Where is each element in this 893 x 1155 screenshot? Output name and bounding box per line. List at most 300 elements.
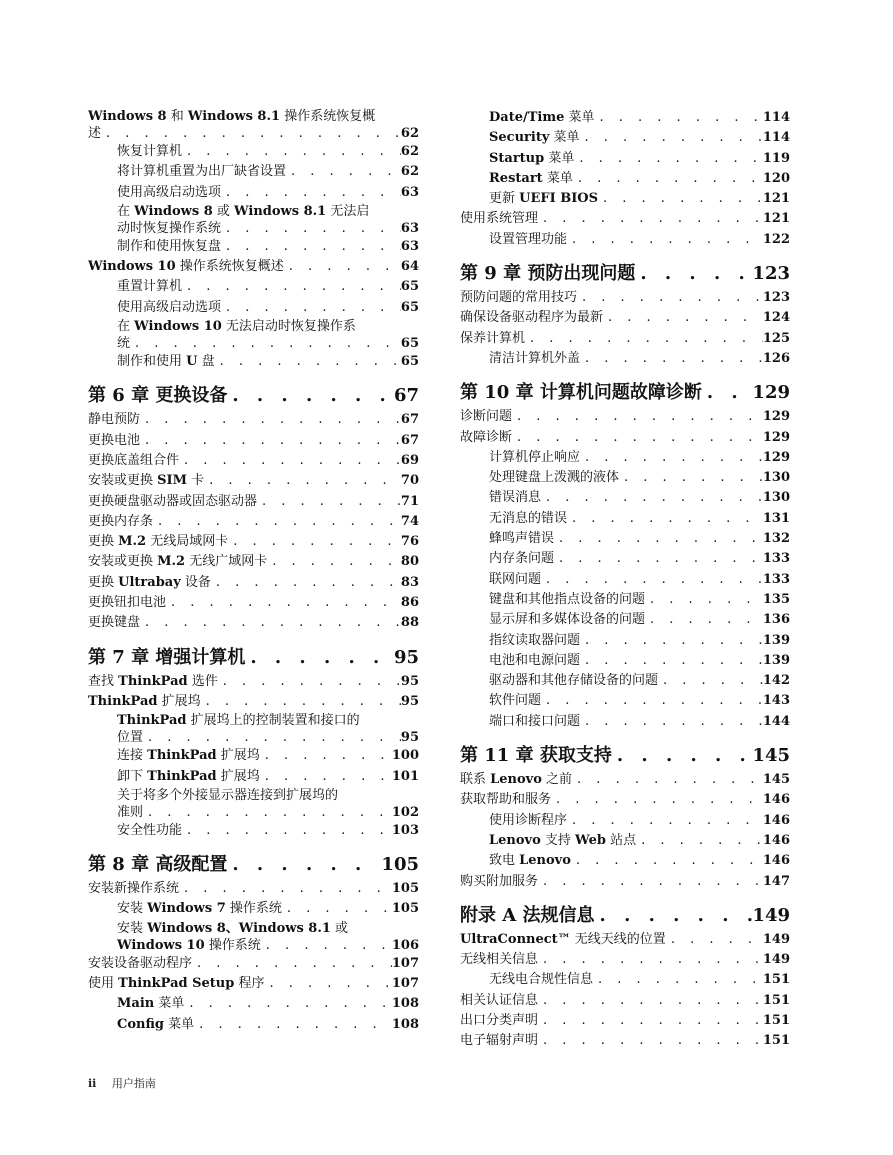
entry-page-number: 129 — [762, 409, 790, 425]
entry-last-line — [117, 804, 419, 821]
entry-title: 预防问题的常用技巧 — [460, 290, 578, 306]
toc-entry[interactable] — [88, 162, 419, 182]
entry-title: 恢复计算机 — [117, 144, 183, 159]
leader-dots — [260, 746, 392, 766]
toc-entry[interactable] — [460, 831, 790, 851]
entry-page-number: 122 — [762, 231, 790, 247]
entry-title: 制作和使用 U 盘 — [117, 354, 215, 370]
entry-page-number: 145 — [762, 772, 790, 788]
leader-dots — [538, 872, 763, 892]
entry-page-number: 67 — [400, 412, 419, 428]
footer-page-number: ii — [88, 1077, 97, 1090]
entry-page-number: 149 — [762, 931, 790, 947]
entry-title-line1: 在 Windows 10 无法启动时恢复操作系 — [117, 319, 356, 335]
entry-title-line1: 在 Windows 8 或 Windows 8.1 无法启 — [117, 203, 370, 219]
toc-entry[interactable] — [460, 189, 790, 209]
entry-page-number: 95 — [400, 673, 419, 689]
toc-entry[interactable] — [460, 509, 790, 529]
entry-page-number: 105 — [391, 881, 419, 897]
toc-entry[interactable] — [88, 974, 419, 994]
toc-entry[interactable] — [88, 552, 419, 572]
entry-page-number: 151 — [762, 992, 790, 1008]
entry-page-number: 70 — [400, 473, 419, 489]
toc-entry[interactable] — [88, 277, 419, 297]
leader-dots — [538, 1031, 763, 1051]
toc-entry[interactable] — [88, 352, 419, 372]
leader-dots — [282, 899, 392, 919]
leader-dots — [201, 692, 401, 712]
leader-dots — [182, 277, 401, 297]
leader-dots — [101, 125, 401, 142]
leader-dots — [541, 691, 763, 711]
entry-title: 使用 ThinkPad Setup 程序 — [88, 976, 265, 992]
entry-page-number: 106 — [391, 937, 419, 953]
leader-dots — [221, 183, 401, 203]
entry-page-number: 121 — [762, 191, 790, 207]
toc-entry[interactable] — [460, 230, 790, 250]
footer-title: 用户指南 — [111, 1077, 156, 1090]
entry-title: 故障诊断 — [460, 429, 513, 445]
entry-last-line — [117, 220, 419, 237]
toc-entry[interactable] — [460, 991, 790, 1011]
toc-entry[interactable] — [88, 318, 419, 352]
toc-entry[interactable] — [460, 712, 790, 732]
entry-title: 清洁计算机外盖 — [489, 350, 581, 366]
leader-dots — [211, 573, 401, 593]
entry-title: 无线电合规性信息 — [489, 972, 594, 988]
entry-page-number: 62 — [400, 144, 419, 159]
leader-dots — [598, 189, 763, 209]
entry-page-number: 108 — [391, 1016, 419, 1032]
entry-page-number: 120 — [762, 170, 790, 186]
entry-title: 购买附加服务 — [460, 873, 539, 889]
entry-title: 静电预防 — [88, 412, 141, 428]
entry-title: Lenovo 支持 Web 站点 — [489, 832, 637, 848]
entry-title: Config 菜单 — [117, 1016, 195, 1032]
leader-dots — [702, 381, 753, 405]
entry-page-number: 151 — [762, 1012, 790, 1028]
entry-title: 更换内存条 — [88, 513, 154, 529]
toc-entry[interactable] — [88, 672, 419, 692]
toc-right-column — [460, 108, 790, 1052]
leader-dots — [645, 590, 763, 610]
entry-title-line1: 安装 Windows 8、Windows 8.1 或 — [117, 920, 349, 936]
toc-entry[interactable] — [460, 872, 790, 892]
toc-chapter-heading[interactable] — [460, 904, 790, 928]
entry-title: 安装新操作系统 — [88, 881, 180, 897]
entry-title: 更换底盖组合件 — [88, 452, 180, 468]
leader-dots — [572, 770, 763, 790]
toc-entry[interactable] — [88, 492, 419, 512]
leader-dots — [551, 790, 763, 810]
chapter-page-number: 67 — [393, 385, 419, 407]
entry-page-number: 130 — [762, 470, 790, 486]
toc-entry[interactable] — [460, 570, 790, 590]
entry-page-number: 80 — [400, 554, 419, 570]
entry-page-number: 62 — [400, 126, 419, 141]
entry-title: 制作和使用恢复盘 — [117, 238, 222, 254]
leader-dots — [182, 821, 392, 841]
entry-title: 端口和接口问题 — [489, 713, 581, 729]
toc-entry[interactable] — [88, 410, 419, 430]
entry-title: 电池和电源问题 — [489, 652, 581, 668]
toc-entry[interactable] — [460, 1011, 790, 1031]
chapter-title: 第 9 章 预防出现问题 — [460, 263, 636, 285]
entry-title: 蜂鸣声错误 — [489, 531, 555, 547]
toc-entry[interactable] — [460, 930, 790, 950]
leader-dots — [571, 851, 763, 871]
entry-title: 软件问题 — [489, 693, 542, 709]
leader-dots — [143, 729, 401, 746]
toc-entry[interactable] — [88, 573, 419, 593]
leader-dots — [541, 570, 763, 590]
entry-page-number: 76 — [400, 534, 419, 550]
toc-entry[interactable] — [460, 811, 790, 831]
toc-left-column — [88, 108, 419, 1035]
leader-dots — [260, 767, 392, 787]
entry-title-line1: Windows 8 和 Windows 8.1 操作系统恢复概 — [88, 109, 376, 124]
leader-dots — [140, 613, 401, 633]
leader-dots — [595, 904, 753, 928]
toc-entry[interactable] — [460, 329, 790, 349]
toc-entry[interactable] — [460, 288, 790, 308]
toc-entry[interactable] — [460, 970, 790, 990]
entry-title: 保养计算机 — [460, 330, 526, 346]
entry-page-number: 139 — [762, 652, 790, 668]
entry-last-line — [88, 125, 419, 142]
entry-page-number: 86 — [400, 595, 419, 611]
leader-dots — [567, 509, 763, 529]
entry-page-number: 65 — [400, 279, 419, 295]
entry-title-line2: 位置 — [117, 730, 144, 746]
entry-title: 安装或更换 M.2 无线广域网卡 — [88, 554, 268, 570]
entry-title: 确保设备驱动程序为最新 — [460, 310, 604, 326]
entry-title: 出口分类声明 — [460, 1012, 539, 1028]
toc-entry[interactable] — [460, 128, 790, 148]
entry-page-number: 151 — [762, 1033, 790, 1049]
entry-page-number: 130 — [762, 490, 790, 506]
entry-page-number: 105 — [391, 901, 419, 917]
entry-page-number: 69 — [400, 452, 419, 468]
toc-entry[interactable] — [460, 149, 790, 169]
leader-dots — [554, 549, 763, 569]
toc-entry[interactable] — [88, 108, 419, 142]
toc-entry[interactable] — [88, 712, 419, 746]
leader-dots — [221, 298, 401, 318]
toc-entry[interactable] — [460, 448, 790, 468]
entry-page-number: 108 — [391, 996, 419, 1012]
toc-entry[interactable] — [88, 451, 419, 471]
leader-dots — [228, 532, 401, 552]
leader-dots — [221, 220, 401, 237]
entry-title: 更换 M.2 无线局域网卡 — [88, 534, 229, 550]
leader-dots — [257, 492, 401, 512]
leader-dots — [184, 994, 392, 1014]
leader-dots — [218, 672, 401, 692]
entry-page-number: 65 — [400, 354, 419, 370]
leader-dots — [580, 712, 763, 732]
leader-dots — [635, 262, 752, 286]
entry-title-line1: 关于将多个外接显示器连接到扩展坞的 — [117, 787, 339, 803]
toc-entry[interactable] — [460, 631, 790, 651]
leader-dots — [227, 853, 381, 877]
toc-entry[interactable] — [88, 532, 419, 552]
entry-page-number: 146 — [762, 853, 790, 869]
toc-entry[interactable] — [460, 529, 790, 549]
entry-title: 使用高级启动选项 — [117, 184, 222, 200]
entry-page-number: 147 — [762, 873, 790, 889]
leader-dots — [567, 811, 763, 831]
entry-page-number: 107 — [391, 955, 419, 971]
entry-title: 更新 UEFI BIOS — [489, 191, 599, 207]
entry-page-number: 95 — [400, 730, 419, 746]
entry-title: Restart 菜单 — [489, 170, 573, 186]
toc-entry[interactable] — [460, 209, 790, 229]
leader-dots — [573, 169, 763, 189]
leader-dots — [140, 431, 401, 451]
toc-chapter-heading[interactable] — [88, 853, 419, 877]
toc-entry[interactable] — [460, 308, 790, 328]
toc-entry[interactable] — [460, 488, 790, 508]
toc-entry[interactable] — [88, 593, 419, 613]
entry-title: Main 菜单 — [117, 996, 185, 1012]
leader-dots — [245, 646, 394, 670]
entry-page-number: 136 — [762, 612, 790, 628]
toc-chapter-heading[interactable] — [88, 646, 419, 670]
toc-entry[interactable] — [460, 651, 790, 671]
entry-title: 将计算机重置为出厂缺省设置 — [117, 164, 287, 180]
toc-entry[interactable] — [88, 821, 419, 841]
toc-entry[interactable] — [88, 183, 419, 203]
leader-dots — [612, 744, 753, 768]
toc-chapter-heading[interactable] — [88, 384, 419, 408]
entry-title: 更换键盘 — [88, 615, 141, 631]
leader-dots — [580, 349, 763, 369]
entry-title: 内存条问题 — [489, 551, 555, 567]
entry-last-line — [117, 729, 419, 746]
toc-entry[interactable] — [460, 108, 790, 128]
toc-entry[interactable] — [88, 613, 419, 633]
toc-entry[interactable] — [460, 407, 790, 427]
toc-entry[interactable] — [88, 994, 419, 1014]
toc-entry[interactable] — [460, 169, 790, 189]
toc-entry[interactable] — [460, 671, 790, 691]
leader-dots — [182, 142, 401, 162]
entry-page-number: 65 — [400, 336, 419, 352]
toc-entry[interactable] — [88, 142, 419, 162]
entry-title-line2: 动时恢复操作系统 — [117, 220, 222, 236]
entry-title: 安装或更换 SIM 卡 — [88, 473, 205, 489]
entry-title: 获取帮助和服务 — [460, 792, 552, 808]
entry-title: 查找 ThinkPad 选件 — [88, 673, 218, 689]
entry-title: 联系 Lenovo 之前 — [460, 772, 573, 788]
leader-dots — [538, 991, 763, 1011]
entry-page-number: 139 — [762, 632, 790, 648]
toc-entry[interactable] — [88, 298, 419, 318]
toc-entry[interactable] — [460, 790, 790, 810]
entry-title: 设置管理功能 — [489, 231, 568, 247]
entry-page-number: 149 — [762, 952, 790, 968]
toc-entry[interactable] — [88, 767, 419, 787]
leader-dots — [541, 488, 763, 508]
leader-dots — [603, 308, 763, 328]
chapter-page-number: 149 — [752, 904, 790, 926]
entry-page-number: 135 — [762, 591, 790, 607]
entry-page-number: 102 — [391, 804, 419, 820]
leader-dots — [538, 1011, 763, 1031]
entry-title: UltraConnect™ 无线天线的位置 — [460, 931, 666, 947]
entry-title: 相关认证信息 — [460, 992, 539, 1008]
entry-title: 更换电池 — [88, 432, 141, 448]
entry-title: Date/Time 菜单 — [489, 110, 595, 125]
leader-dots — [179, 451, 401, 471]
leader-dots — [204, 471, 401, 491]
leader-dots — [221, 237, 401, 257]
leader-dots — [194, 1015, 392, 1035]
toc-entry[interactable] — [460, 610, 790, 630]
entry-title: 驱动器和其他存储设备的问题 — [489, 673, 659, 689]
toc-entry[interactable] — [88, 203, 419, 237]
entry-page-number: 131 — [762, 510, 790, 526]
entry-page-number: 143 — [762, 693, 790, 709]
entry-page-number: 114 — [762, 110, 790, 125]
entry-page-number: 146 — [762, 832, 790, 848]
entry-page-number: 144 — [762, 713, 790, 729]
leader-dots — [166, 593, 401, 613]
entry-title-line2: Windows 10 操作系统 — [117, 937, 261, 953]
entry-title: 联网问题 — [489, 571, 542, 587]
leader-dots — [261, 937, 392, 954]
entry-page-number: 133 — [762, 551, 790, 567]
entry-page-number: 146 — [762, 792, 790, 808]
toc-chapter-heading[interactable] — [460, 262, 790, 286]
entry-title-line2: 准则 — [117, 804, 144, 820]
toc-entry[interactable] — [460, 590, 790, 610]
leader-dots — [538, 209, 763, 229]
toc-entry[interactable] — [88, 746, 419, 766]
entry-page-number: 65 — [400, 299, 419, 315]
leader-dots — [567, 230, 763, 250]
toc-entry[interactable] — [460, 349, 790, 369]
entry-title: 更换 Ultrabay 设备 — [88, 574, 211, 590]
toc-entry[interactable] — [460, 950, 790, 970]
entry-title-line1: ThinkPad 扩展坞上的控制装置和接口的 — [117, 713, 360, 729]
entry-title: 显示屏和多媒体设备的问题 — [489, 612, 646, 628]
entry-title: 卸下 ThinkPad 扩展坞 — [117, 768, 260, 784]
entry-page-number: 119 — [762, 150, 790, 166]
toc-entry[interactable] — [460, 770, 790, 790]
entry-page-number: 125 — [762, 330, 790, 346]
toc-chapter-heading[interactable] — [460, 744, 790, 768]
leader-dots — [593, 970, 763, 990]
entry-page-number: 67 — [400, 432, 419, 448]
toc-chapter-heading[interactable] — [460, 381, 790, 405]
leader-dots — [580, 651, 763, 671]
entry-page-number: 103 — [391, 822, 419, 838]
entry-title: 键盘和其他指点设备的问题 — [489, 591, 646, 607]
entry-page-number: 114 — [762, 130, 790, 146]
chapter-title: 第 6 章 更换设备 — [88, 385, 228, 407]
entry-title: ThinkPad 扩展坞 — [88, 693, 201, 709]
entry-page-number: 129 — [762, 449, 790, 465]
leader-dots — [580, 448, 763, 468]
leader-dots — [580, 631, 763, 651]
toc-entry[interactable] — [460, 851, 790, 871]
toc-entry[interactable] — [88, 257, 419, 277]
entry-page-number: 132 — [762, 531, 790, 547]
entry-page-number: 95 — [400, 693, 419, 709]
leader-dots — [512, 428, 763, 448]
entry-title: 处理键盘上泼溅的液体 — [489, 470, 620, 486]
toc-entry[interactable] — [460, 428, 790, 448]
entry-page-number: 129 — [762, 429, 790, 445]
entry-title: 致电 Lenovo — [489, 853, 571, 869]
leader-dots — [645, 610, 763, 630]
toc-entry[interactable] — [88, 954, 419, 974]
entry-page-number: 64 — [400, 259, 419, 275]
leader-dots — [658, 671, 763, 691]
leader-dots — [574, 149, 763, 169]
toc-entry[interactable] — [88, 237, 419, 257]
toc-entry[interactable] — [460, 691, 790, 711]
entry-title: 诊断问题 — [460, 409, 513, 425]
entry-page-number: 63 — [400, 238, 419, 254]
toc-entry[interactable] — [460, 549, 790, 569]
entry-title: 无消息的错误 — [489, 510, 568, 526]
leader-dots — [538, 950, 763, 970]
entry-title: 使用系统管理 — [460, 211, 539, 227]
chapter-page-number: 105 — [381, 854, 419, 876]
toc-entry[interactable] — [88, 787, 419, 821]
chapter-title: 附录 A 法规信息 — [460, 904, 595, 926]
leader-dots — [192, 954, 392, 974]
entry-title: 计算机停止响应 — [489, 449, 581, 465]
toc-entry[interactable] — [460, 468, 790, 488]
leader-dots — [636, 831, 763, 851]
toc-entry[interactable] — [460, 1031, 790, 1051]
toc-entry[interactable] — [88, 879, 419, 899]
leader-dots — [130, 335, 401, 352]
entry-page-number: 142 — [762, 673, 790, 689]
entry-title-line2: 统 — [117, 336, 131, 352]
leader-dots — [267, 552, 401, 572]
entry-title: Startup 菜单 — [489, 150, 575, 166]
entry-title: Windows 10 操作系统恢复概述 — [88, 259, 284, 275]
page-footer — [88, 1075, 156, 1091]
toc-entry[interactable] — [88, 1015, 419, 1035]
toc-entry[interactable] — [88, 471, 419, 491]
leader-dots — [284, 257, 401, 277]
entry-title: 无线相关信息 — [460, 952, 539, 968]
leader-dots — [554, 529, 763, 549]
toc-entry[interactable] — [88, 431, 419, 451]
entry-last-line — [117, 335, 419, 352]
entry-title: 错误消息 — [489, 490, 542, 506]
entry-title: 重置计算机 — [117, 279, 183, 295]
chapter-page-number: 129 — [752, 382, 790, 404]
entry-page-number: 146 — [762, 812, 790, 828]
leader-dots — [286, 162, 401, 182]
toc-entry[interactable] — [88, 692, 419, 712]
toc-entry[interactable] — [88, 899, 419, 919]
entry-page-number: 63 — [400, 220, 419, 236]
leader-dots — [179, 879, 392, 899]
entry-page-number: 101 — [391, 768, 419, 784]
toc-entry[interactable] — [88, 920, 419, 954]
entry-page-number: 63 — [400, 184, 419, 200]
toc-entry[interactable] — [88, 512, 419, 532]
entry-title: 电子辐射声明 — [460, 1033, 539, 1049]
